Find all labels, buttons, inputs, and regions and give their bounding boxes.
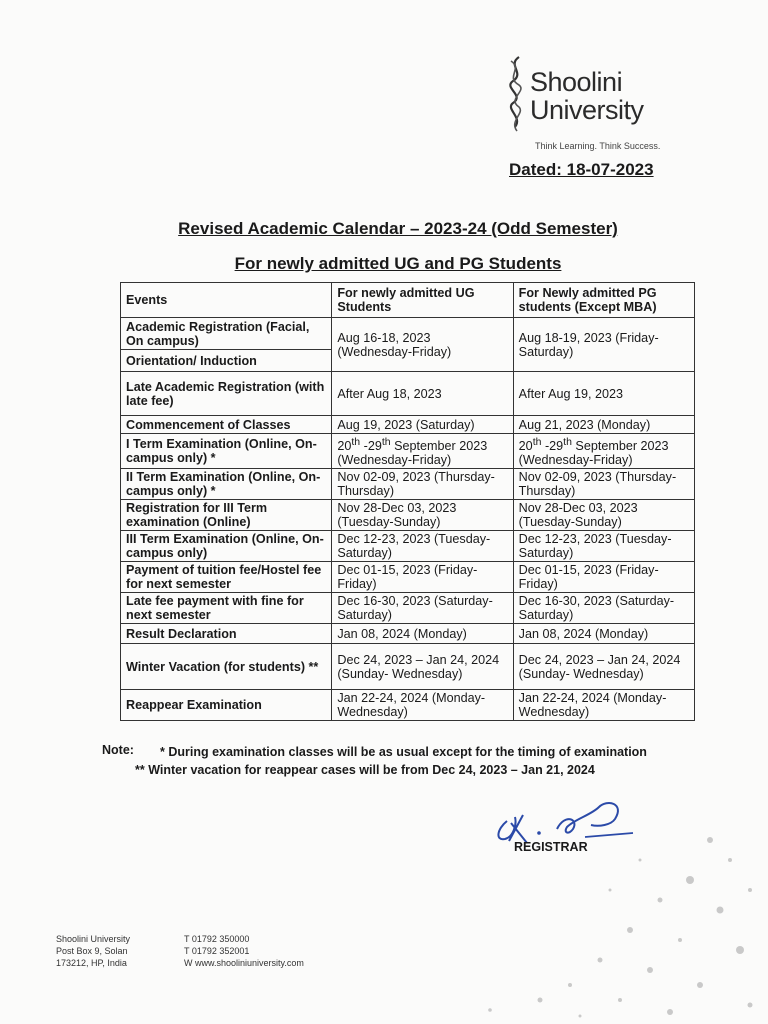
- table-row: [121, 690, 695, 721]
- pg-month: September 2023: [571, 439, 669, 454]
- pg-date-cell: [513, 644, 694, 690]
- event-cell: III Term Examination (Online, On-campus only): [121, 531, 332, 562]
- pg-date-cell: Jan 22-24, 2024 (Monday-Wednesday): [513, 690, 694, 721]
- dna-helix-icon: [503, 55, 529, 133]
- ug-date-range: Dec 24, 2023 – Jan 24, 2024: [337, 652, 500, 667]
- event-cell: Reappear Examination: [121, 690, 332, 721]
- table-row: [121, 434, 695, 469]
- ug-date-cell: Jan 22-24, 2024 (Monday-Wednesday): [332, 690, 513, 721]
- ug-date-cell: After Aug 18, 2023: [332, 372, 513, 416]
- academic-calendar-table: [120, 282, 695, 721]
- document-subtitle: For newly admitted UG and PG Students: [234, 254, 562, 273]
- pg-days: (Wednesday-Friday): [518, 453, 633, 468]
- footer-address-line: Post Box 9, Solan: [56, 946, 128, 956]
- table-row: [121, 644, 695, 690]
- ug-date-cell: Jan 08, 2024 (Monday): [332, 624, 513, 644]
- document-title: Revised Academic Calendar – 2023-24 (Odd Semester): [178, 219, 618, 238]
- header-pg: For Newly admitted PG students (Except MBA): [513, 283, 694, 318]
- ordinal-suffix: th: [563, 436, 572, 448]
- ug-day-end: -29: [360, 439, 382, 454]
- ug-days: (Wednesday-Friday): [337, 453, 452, 468]
- table-header-row: [121, 283, 695, 318]
- event-cell: Result Declaration: [121, 624, 332, 644]
- footer-address-line: 173212, HP, India: [56, 958, 127, 968]
- ug-date-cell: [332, 644, 513, 690]
- ug-date-cell: Aug 19, 2023 (Saturday): [332, 416, 513, 434]
- table-row: [121, 531, 695, 562]
- pg-day-end: -29: [541, 439, 564, 454]
- ordinal-suffix: th: [532, 436, 542, 448]
- event-cell: II Term Examination (Online, On-campus only) *: [121, 469, 332, 500]
- table-row: [121, 372, 695, 416]
- note-label: Note:: [102, 743, 134, 757]
- table-row: [121, 624, 695, 644]
- pg-date-cell: Nov 02-09, 2023 (Thursday-Thursday): [513, 469, 694, 500]
- footer-website: W www.shooliniuniversity.com: [184, 958, 304, 968]
- event-cell: I Term Examination (Online, On-campus only) *: [121, 434, 332, 469]
- registrar-title: REGISTRAR: [514, 840, 588, 854]
- ug-date-cell: [332, 434, 513, 469]
- ug-date-cell: Nov 28-Dec 03, 2023 (Tuesday-Sunday): [332, 500, 513, 531]
- pg-date-cell: [513, 434, 694, 469]
- ug-days: (Sunday- Wednesday): [337, 666, 463, 681]
- logo-text-shoolini: Shoolini: [530, 67, 623, 97]
- event-cell: Payment of tuition fee/Hostel fee for next semester: [121, 562, 332, 593]
- table-row: [121, 593, 695, 624]
- pg-date-cell: Aug 18-19, 2023 (Friday-Saturday): [513, 318, 694, 372]
- ug-date-cell: Nov 02-09, 2023 (Thursday-Thursday): [332, 469, 513, 500]
- note-line-1: * During examination classes will be as usual except for the timing of examination: [160, 745, 647, 759]
- ug-date-cell: Dec 01-15, 2023 (Friday- Friday): [332, 562, 513, 593]
- ug-date-cell: Dec 12-23, 2023 (Tuesday-Saturday): [332, 531, 513, 562]
- pg-date-cell: Nov 28-Dec 03, 2023 (Tuesday-Sunday): [513, 500, 694, 531]
- event-cell: Orientation/ Induction: [121, 350, 332, 372]
- pg-date-cell: Jan 08, 2024 (Monday): [513, 624, 694, 644]
- header-ug: For newly admitted UG Students: [332, 283, 513, 318]
- ug-day-start: 20: [337, 439, 352, 454]
- event-cell: Late fee payment with fine for next semester: [121, 593, 332, 624]
- pg-date-cell: Dec 16-30, 2023 (Saturday- Saturday): [513, 593, 694, 624]
- footer-address-line: Shoolini University: [56, 934, 131, 944]
- ug-date-cell: Dec 16-30, 2023 (Saturday- Saturday): [332, 593, 513, 624]
- logo-tagline: Think Learning. Think Success.: [535, 141, 661, 151]
- event-cell: Late Academic Registration (with late fee): [121, 372, 332, 416]
- footer-phone: T 01792 350000: [184, 934, 250, 944]
- event-cell: Academic Registration (Facial, On campus): [121, 318, 332, 350]
- footer-address: [56, 933, 130, 969]
- ug-date-cell: Aug 16-18, 2023 (Wednesday-Friday): [332, 318, 513, 372]
- table-row: [121, 416, 695, 434]
- pg-date-cell: Aug 21, 2023 (Monday): [513, 416, 694, 434]
- table-row: [121, 562, 695, 593]
- pg-days: (Sunday- Wednesday): [518, 666, 644, 681]
- pg-date-cell: Dec 12-23, 2023 (Tuesday-Saturday): [513, 531, 694, 562]
- event-cell: Registration for III Term examination (Online): [121, 500, 332, 531]
- document-date: Dated: 18-07-2023: [509, 160, 654, 179]
- ordinal-suffix: th: [351, 436, 361, 448]
- event-cell: Winter Vacation (for students) **: [121, 644, 332, 690]
- note-line-2: ** Winter vacation for reappear cases will be from Dec 24, 2023 – Jan 21, 2024: [135, 763, 595, 777]
- table-row: [121, 500, 695, 531]
- ug-month: September 2023: [390, 439, 488, 454]
- university-logo: [503, 55, 683, 155]
- ordinal-suffix: th: [381, 436, 391, 448]
- pg-date-cell: After Aug 19, 2023: [513, 372, 694, 416]
- footer-phone: T 01792 352001: [184, 946, 250, 956]
- footer-contact: [184, 933, 304, 969]
- table-row: [121, 469, 695, 500]
- table-row: [121, 318, 695, 350]
- pg-day-start: 20: [518, 439, 533, 454]
- pg-date-cell: Dec 01-15, 2023 (Friday- Friday): [513, 562, 694, 593]
- header-events: Events: [121, 283, 332, 318]
- logo-text-university: University: [530, 95, 644, 125]
- decorative-dot-pattern: [430, 820, 768, 1024]
- event-cell: Commencement of Classes: [121, 416, 332, 434]
- pg-date-range: Dec 24, 2023 – Jan 24, 2024: [518, 652, 681, 667]
